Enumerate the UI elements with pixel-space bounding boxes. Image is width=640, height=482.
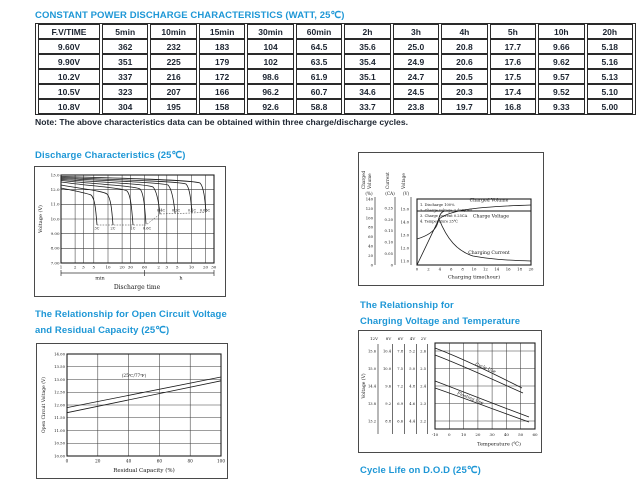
tick-label: 20: [368, 253, 373, 258]
rate-label-0p1c: 0.1C: [187, 208, 197, 213]
cycle-use-label: Cycle Use: [474, 362, 497, 376]
tick-label: 0: [448, 432, 451, 437]
rate-label-0p05c: 0.05C: [199, 208, 211, 213]
tick-label: 7.00: [50, 260, 60, 266]
column-header-cell: 60min: [296, 24, 342, 39]
table-cell: 5.00: [587, 99, 633, 114]
scale-8v: [383, 349, 392, 423]
tick-label: 30: [127, 264, 133, 270]
tick-label: 9.00: [50, 231, 60, 237]
table-cell: 33.7: [344, 99, 390, 114]
tick-label: 100: [217, 458, 225, 464]
tick-label: 4V: [409, 336, 416, 341]
discharge-chart-frame: [34, 166, 226, 297]
column-header-cell: 20h: [587, 24, 633, 39]
table-cell: 98.6: [247, 69, 293, 84]
temp-chart-title: [360, 298, 520, 330]
tick-label: 2.3: [420, 401, 426, 406]
column-header-cell: 3h: [393, 24, 439, 39]
tick-label: 6: [449, 266, 453, 272]
ocv-ylabel: Open Circuit Voltage (V): [42, 377, 47, 433]
table-cell: 96.2: [247, 84, 293, 99]
unit-min-label: min: [95, 275, 105, 282]
tick-label: 120: [365, 205, 373, 211]
charge-note-4: 4. Temperature 25℃: [420, 219, 458, 224]
table-cell: 35.6: [344, 39, 390, 54]
tick-label: 2V: [420, 336, 427, 341]
tick-label: 12: [482, 266, 488, 272]
table-cell: 23.8: [393, 99, 439, 114]
scale-12v: [368, 349, 377, 423]
discharge-xgrid-min: [60, 175, 148, 270]
tick-label: 60: [368, 234, 373, 240]
tick-label: 10: [461, 432, 467, 437]
tick-label: 0.10: [384, 239, 393, 245]
table-cell: 24.5: [393, 84, 439, 99]
tick-label: 20: [95, 458, 101, 464]
table-cell: 10.2V: [38, 69, 100, 84]
tick-label: 0: [65, 458, 69, 464]
column-header-cell: 5min: [102, 24, 148, 39]
tick-label: 14.4: [367, 384, 376, 389]
unit-v: (V): [402, 191, 410, 196]
table-cell: 25.0: [393, 39, 439, 54]
tick-label: 0: [370, 262, 373, 268]
table-body: [38, 24, 633, 114]
tick-label: 13.0: [50, 172, 60, 178]
table-cell: 9.90V: [38, 54, 100, 69]
table-header-row: [38, 24, 633, 39]
cycle-life-title: Cycle Life on D.O.D (25℃): [360, 465, 481, 476]
table-cell: 5.18: [587, 39, 633, 54]
ocv-chart: [37, 344, 227, 478]
table-cell: 35.1: [344, 69, 390, 84]
tick-label: 50: [518, 432, 524, 437]
table-cell: 34.6: [344, 84, 390, 99]
table-row: [38, 84, 633, 99]
temp-title-line2: Charging Voltage and Temperature: [360, 316, 521, 327]
tick-label: -10: [431, 432, 439, 437]
ocv-chart-title: [35, 307, 227, 339]
charge-chart: [359, 153, 543, 285]
table-cell: 19.7: [441, 99, 487, 114]
temp-hgrid: [435, 351, 535, 421]
v-axis-ticks: [401, 206, 410, 263]
tick-label: 5.2: [409, 349, 415, 354]
tick-label: 3: [165, 264, 169, 270]
tick-label: 12.0: [50, 187, 60, 193]
tick-label: 5: [176, 264, 179, 270]
ocv-annotation: (25℃/77℉): [121, 373, 147, 378]
tick-label: 0.25: [384, 205, 393, 211]
rate-label-0p4c: 0.4C: [156, 208, 166, 213]
tick-label: 140: [365, 196, 373, 202]
table-cell: 17.4: [490, 84, 536, 99]
column-header-cell: 15min: [199, 24, 245, 39]
table-cell: 64.5: [296, 39, 342, 54]
temp-xlabel: Temperature (℃): [477, 441, 521, 448]
tick-label: 7.8: [397, 349, 403, 354]
column-header-cell: 4h: [441, 24, 487, 39]
discharge-chart: [35, 167, 225, 296]
scale-4v: [409, 349, 415, 423]
tick-label: 80: [368, 224, 373, 230]
scale-6v: [397, 349, 403, 423]
unit-ca: (CA): [385, 191, 395, 196]
tick-label: 4.6: [409, 401, 415, 406]
table-cell: 20.5: [441, 69, 487, 84]
table-cell: 216: [150, 69, 196, 84]
tick-label: 10: [188, 264, 194, 270]
discharge-table: [35, 23, 636, 115]
time-unit-bracket: [61, 270, 214, 276]
temp-chart-frame: [358, 330, 542, 453]
table-cell: 337: [102, 69, 148, 84]
ocv-title-line1: The Relationship for Open Circuit Voltage: [35, 309, 227, 320]
table-cell: 183: [199, 39, 245, 54]
tick-label: 13.50: [54, 364, 65, 370]
rot-label-charged: Charged: [361, 170, 366, 189]
tick-label: 5: [92, 264, 96, 270]
column-header-cell: 2h: [344, 24, 390, 39]
tick-label: 6.6: [397, 419, 403, 424]
tick-label: 80: [187, 458, 193, 464]
table-cell: 17.7: [490, 39, 536, 54]
table-cell: 9.66: [538, 39, 584, 54]
tick-label: 12V: [370, 336, 378, 341]
table-cell: 92.6: [247, 99, 293, 114]
table-cell: 207: [150, 84, 196, 99]
table-cell: 5.10: [587, 84, 633, 99]
table-cell: 20.8: [441, 39, 487, 54]
table-cell: 35.4: [344, 54, 390, 69]
tick-label: 8: [461, 266, 464, 272]
tick-label: 15.0: [367, 366, 376, 371]
tick-label: 0.20: [384, 216, 393, 222]
rot-label-current: Current: [385, 172, 390, 189]
tick-label: 14: [494, 266, 500, 272]
tick-label: 0.05: [384, 251, 393, 256]
charge-note-2: 2. Charge voltage 2.40V/cell: [420, 208, 472, 213]
tick-label: 15.6: [367, 349, 376, 354]
tick-label: 2: [427, 266, 430, 272]
ocv-line-lower: [67, 381, 221, 413]
tick-label: 10: [105, 264, 111, 270]
table-row: [38, 99, 633, 114]
table-note: Note: The above characteristics data can be obtained within three charge/discharge cycles.: [35, 117, 408, 127]
rate-label-2c: 2C: [110, 226, 116, 231]
tick-label: 4.4: [409, 419, 415, 424]
tick-label: 11.0: [50, 201, 60, 207]
table-cell: 362: [102, 39, 148, 54]
tick-label: 15.0: [400, 206, 409, 212]
table-cell: 158: [199, 99, 245, 114]
tick-label: 5.0: [409, 366, 415, 371]
charge-note-3: 3. Charge current 0.25CA: [420, 214, 468, 218]
tick-label: 4.8: [409, 384, 415, 389]
table-cell: 20.6: [441, 54, 487, 69]
tick-label: 0.15: [384, 228, 393, 234]
discharge-xlabel: Discharge time: [113, 284, 161, 291]
column-header-cell: F.V/TIME: [38, 24, 100, 39]
tick-label: 60: [141, 264, 148, 270]
charge-xticks: [416, 267, 534, 272]
table-cell: 24.7: [393, 69, 439, 84]
scale-2v: [420, 349, 426, 423]
charge-chart-frame: [358, 152, 544, 286]
discharge-ylabel: Voltage (V): [38, 204, 44, 234]
rot-label-voltage: Voltage: [401, 173, 406, 189]
table-row: [38, 54, 633, 69]
tick-label: 12.0: [400, 245, 409, 251]
tick-label: 13.0: [400, 232, 409, 238]
tick-label: 13.2: [367, 419, 376, 424]
table-cell: 10.8V: [38, 99, 100, 114]
ocv-chart-frame: [36, 343, 228, 479]
column-header-cell: 10h: [538, 24, 584, 39]
table-cell: 195: [150, 99, 196, 114]
table-cell: 20.3: [441, 84, 487, 99]
ocv-xlabel: Residual Capacity (%): [113, 468, 175, 474]
floating-use-label: Floating Use: [456, 391, 484, 407]
tick-label: 12.50: [54, 389, 65, 395]
tick-label: 6.9: [397, 401, 403, 406]
column-header-cell: 5h: [490, 24, 536, 39]
tick-label: 2.2: [420, 419, 426, 424]
tick-label: 16: [505, 266, 511, 272]
tick-label: 6V: [397, 336, 404, 341]
table-cell: 104: [247, 39, 293, 54]
table-cell: 9.33: [538, 99, 584, 114]
tick-label: 11.00: [54, 427, 65, 433]
cycle-use-lower: [435, 355, 523, 393]
tick-label: 14.0: [400, 219, 409, 225]
temp-title-line1: The Relationship for: [360, 300, 454, 311]
charge-xlabel: Charging time(hour): [447, 274, 501, 281]
tick-label: 9.2: [385, 401, 391, 406]
table-cell: 9.62: [538, 54, 584, 69]
table-cell: 225: [150, 54, 196, 69]
table-cell: 5.13: [587, 69, 633, 84]
table-cell: 60.7: [296, 84, 342, 99]
table-cell: 10.5V: [38, 84, 100, 99]
tick-label: 10.0: [382, 366, 391, 371]
tick-label: 12.00: [54, 402, 65, 408]
rate-label-1c: 1C: [130, 226, 136, 231]
table-cell: 102: [247, 54, 293, 69]
unit-pct: (%): [365, 191, 373, 196]
scale-col-headers: [370, 336, 426, 341]
table-cell: 179: [199, 54, 245, 69]
table-cell: 232: [150, 39, 196, 54]
column-header-cell: 10min: [150, 24, 196, 39]
tick-label: 10: [471, 266, 477, 272]
tick-label: 9.6: [385, 384, 391, 389]
tick-label: 8V: [385, 336, 392, 341]
table-cell: 24.9: [393, 54, 439, 69]
charged-volume-label: Charged Volume: [469, 198, 509, 204]
charge-note-1: 1. Discharge 100%: [420, 203, 455, 207]
ocv-xgrid: [66, 354, 226, 464]
table-row: [38, 69, 633, 84]
tick-label: 2.6: [420, 349, 426, 354]
table-cell: 61.9: [296, 69, 342, 84]
tick-label: 2.5: [420, 366, 426, 371]
temp-chart: [359, 331, 541, 452]
tick-label: 13.8: [367, 401, 376, 406]
tick-label: 3: [82, 264, 85, 270]
rate-label-3c: 3C: [94, 226, 100, 231]
tick-label: 1: [59, 264, 63, 270]
pct-axis-ticks: [366, 196, 374, 267]
tick-label: 2: [73, 264, 77, 270]
table-cell: 9.52: [538, 84, 584, 99]
table-cell: 166: [199, 84, 245, 99]
tick-label: 10.0: [50, 216, 60, 222]
table-cell: 172: [199, 69, 245, 84]
tick-label: 10.4: [382, 349, 391, 354]
tick-label: 10.50: [54, 440, 65, 446]
tick-label: 8.00: [50, 245, 60, 251]
table-row: [38, 39, 633, 54]
tick-label: 2.4: [420, 384, 426, 389]
tick-label: 7.5: [397, 366, 403, 371]
table-cell: 58.8: [296, 99, 342, 114]
tick-label: 10.00: [54, 453, 65, 459]
tick-label: 20: [202, 264, 209, 270]
tick-label: 0: [390, 262, 393, 268]
charging-current-label: Charging Current: [468, 251, 510, 256]
tick-label: 11.50: [54, 415, 65, 421]
discharge-chart-title: Discharge Characteristics (25℃): [35, 150, 186, 161]
tick-label: 0: [415, 266, 419, 272]
tick-label: 20: [119, 264, 125, 270]
tick-label: 18: [517, 266, 523, 272]
rate-label-0p6c: 0.6C: [142, 226, 152, 231]
table-cell: 63.5: [296, 54, 342, 69]
tick-label: 13.00: [54, 376, 65, 382]
tick-label: 2: [157, 264, 160, 270]
table-cell: 17.6: [490, 54, 536, 69]
discharge-xgrid-h: [157, 175, 216, 270]
tick-label: 20: [528, 266, 534, 272]
table-cell: 304: [102, 99, 148, 114]
table-cell: 323: [102, 84, 148, 99]
tick-label: 30: [211, 264, 217, 270]
rate-label-0p2c: 0.2C: [171, 208, 181, 213]
tick-label: 8.8: [385, 419, 391, 424]
table-cell: 16.8: [490, 99, 536, 114]
tick-label: 40: [503, 432, 509, 437]
unit-h-label: h: [179, 275, 183, 282]
temp-xgrid: [432, 343, 538, 437]
tick-label: 7.2: [397, 384, 403, 389]
charge-voltage-label: Charge Voltage: [473, 214, 509, 220]
curve-3c: [61, 188, 97, 225]
ocv-title-line2: and Residual Capacity (25℃): [35, 325, 170, 336]
tick-label: 60: [532, 432, 538, 437]
rot-label-volume: Volume: [367, 173, 372, 189]
tick-label: 14.00: [54, 351, 65, 357]
tick-label: 60: [156, 458, 163, 464]
tick-label: 4: [438, 266, 442, 272]
page-title: CONSTANT POWER DISCHARGE CHARACTERISTICS (WATT, 25℃): [35, 10, 345, 21]
table-cell: 17.5: [490, 69, 536, 84]
tick-label: 40: [368, 243, 373, 249]
tick-label: 100: [365, 215, 373, 221]
tick-label: 11.0: [400, 258, 409, 264]
table-cell: 9.57: [538, 69, 584, 84]
temp-ylabel: Voltage (V): [362, 373, 367, 399]
column-header-cell: 30min: [247, 24, 293, 39]
table-cell: 5.16: [587, 54, 633, 69]
tick-label: 30: [489, 432, 495, 437]
ca-axis-ticks: [385, 205, 394, 267]
tick-label: 40: [125, 458, 132, 464]
table-cell: 351: [102, 54, 148, 69]
table-cell: 9.60V: [38, 39, 100, 54]
tick-label: 20: [475, 432, 481, 437]
